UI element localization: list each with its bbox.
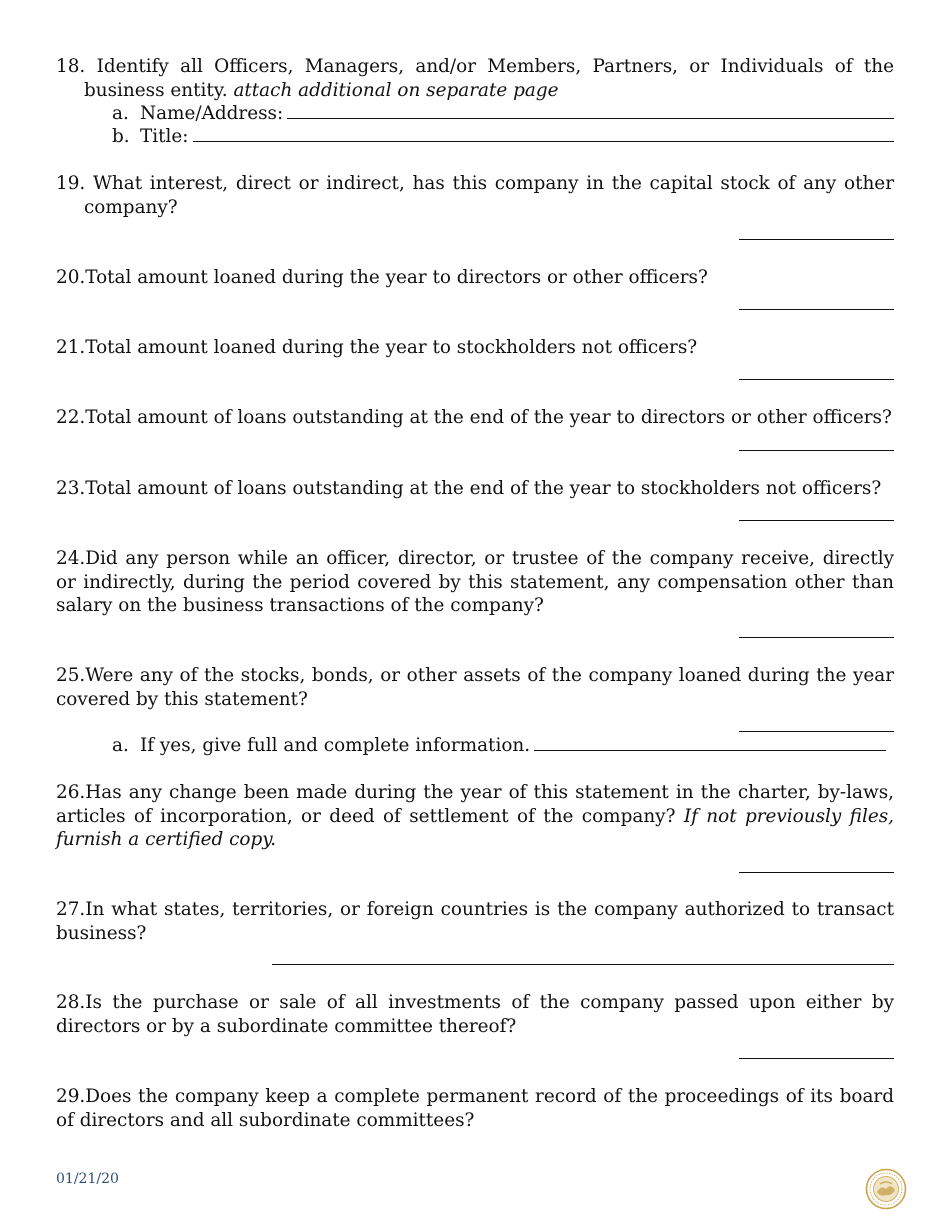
question-18-title-row xyxy=(112,125,894,149)
question-20 xyxy=(56,266,894,290)
question-number: 25. xyxy=(56,665,86,686)
answer-field-21[interactable] xyxy=(739,379,894,380)
sub-letter: b. xyxy=(112,126,130,147)
question-19 xyxy=(56,172,894,219)
answer-field-19[interactable] xyxy=(739,239,894,240)
question-number: 20. xyxy=(56,267,86,288)
question-25 xyxy=(56,664,894,711)
question-number: 18. xyxy=(56,56,86,77)
question-28 xyxy=(56,991,894,1038)
question-number: 21. xyxy=(56,337,86,358)
question-text: Is the purchase or sale of all investments of the company passed upon either by directors or by a subordinate committee thereof? xyxy=(56,992,894,1037)
answer-field-26[interactable] xyxy=(739,872,894,873)
details-field[interactable] xyxy=(534,734,886,751)
answer-field-27[interactable] xyxy=(272,964,894,965)
state-seal-icon xyxy=(865,1168,907,1210)
question-number: 28. xyxy=(56,992,86,1013)
sub-label: Title: xyxy=(140,126,189,147)
answer-field-24[interactable] xyxy=(739,637,894,638)
question-text: Total amount loaned during the year to stockholders not officers? xyxy=(85,337,698,358)
question-text: Does the company keep a complete permanent record of the proceedings of its board of directors and all subordinate committees? xyxy=(56,1086,894,1131)
question-text: Total amount of loans outstanding at the end of the year to stockholders not officers? xyxy=(85,478,882,499)
answer-field-23[interactable] xyxy=(739,520,894,521)
question-26 xyxy=(56,781,894,852)
question-text: Has any change been made during the year of this statement in the charter, by-laws, articles of incorporation, or deed of settlement of the company? xyxy=(56,782,894,827)
question-text: Did any person while an officer, director, or trustee of the company receive, directly or indirectly, during the period covered by this statement, any compensation other than salary on the business transactions of the company? xyxy=(56,548,894,616)
answer-field-20[interactable] xyxy=(739,309,894,310)
question-text: Identify all Officers, Managers, and/or Members, Partners, or Individuals of the business entity. xyxy=(84,56,894,101)
question-note: attach additional on separate page xyxy=(233,79,559,101)
sub-label: If yes, give full and complete information. xyxy=(140,735,531,756)
question-text: In what states, territories, or foreign countries is the company authorized to transact business? xyxy=(56,899,894,944)
question-number: 27. xyxy=(56,899,86,920)
title-field[interactable] xyxy=(193,125,895,142)
question-note: If not previously files, furnish a certified copy. xyxy=(56,805,894,850)
question-text: Were any of the stocks, bonds, or other assets of the company loaned during the year covered by this statement? xyxy=(56,665,894,710)
question-21 xyxy=(56,336,894,360)
sub-label: Name/Address: xyxy=(140,103,284,124)
question-text: What interest, direct or indirect, has this company in the capital stock of any other company? xyxy=(84,173,894,218)
question-number: 19. xyxy=(56,173,86,194)
sub-letter: a. xyxy=(112,103,129,124)
sub-letter: a. xyxy=(112,735,129,756)
question-text: Total amount of loans outstanding at the end of the year to directors or other officers? xyxy=(85,407,892,428)
footer-date: 01/21/20 xyxy=(56,1171,119,1187)
question-24 xyxy=(56,547,894,618)
answer-field-28[interactable] xyxy=(739,1058,894,1059)
question-text: Total amount loaned during the year to directors or other officers? xyxy=(85,267,708,288)
question-23 xyxy=(56,477,894,501)
question-18 xyxy=(56,55,894,102)
question-number: 29. xyxy=(56,1086,86,1107)
question-25-details-row xyxy=(112,734,886,758)
question-27 xyxy=(56,898,894,945)
question-number: 26. xyxy=(56,782,86,803)
question-number: 23. xyxy=(56,478,86,499)
question-number: 22. xyxy=(56,407,86,428)
question-18-name-address-row xyxy=(112,102,894,126)
question-22 xyxy=(56,406,894,430)
answer-field-25[interactable] xyxy=(739,731,894,732)
question-29 xyxy=(56,1085,894,1132)
answer-field-22[interactable] xyxy=(739,450,894,451)
name-address-field[interactable] xyxy=(287,102,894,119)
question-number: 24. xyxy=(56,548,86,569)
